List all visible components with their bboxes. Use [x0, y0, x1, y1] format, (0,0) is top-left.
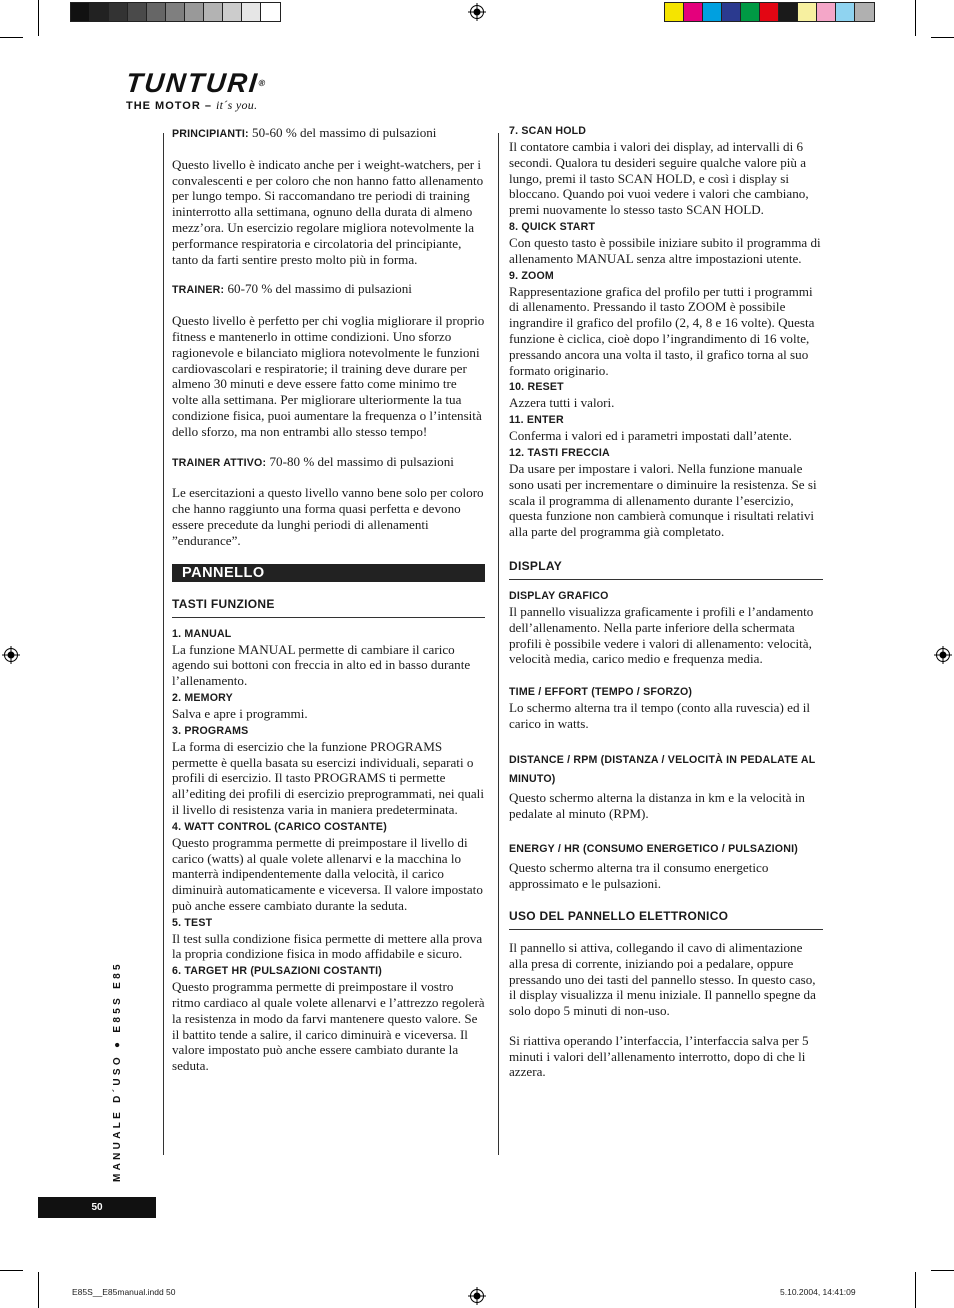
column-rule-middle	[498, 133, 499, 1155]
attivo-line	[172, 454, 485, 472]
slug-timestamp: 5.10.2004, 14:41:09	[780, 1287, 856, 1297]
color-swatch	[166, 3, 185, 21]
principianti-text: Questo livello è indicato anche per i weight-watchers, per i convalescenti e per coloro che non hanno fatto allenamento per lungo tempo. Si raccomandano tre periodi di training ininterrotto alla settimana, ognuno della durata di almeno mezz’ora. Un esercizio regolare migliora notevolmente la performance respiratoria e circolatoria del principiante, tanto da farti sentire presto molto più in forma.	[172, 156, 484, 267]
list-item	[172, 821, 485, 914]
color-swatch	[836, 3, 855, 21]
crop-mark	[931, 1270, 954, 1271]
item-text: Lo schermo alterna tra il tempo (conto alla ruvescia) ed il carico in watts.	[509, 700, 811, 731]
function-list	[172, 628, 485, 1075]
list-item	[509, 125, 823, 218]
item-label: 12. TASTI FRECCIA	[509, 446, 610, 459]
spacer	[509, 1019, 823, 1033]
color-swatch	[90, 3, 109, 21]
registration-mark-icon	[934, 646, 952, 664]
registration-mark-icon	[468, 1287, 486, 1305]
color-swatch	[185, 3, 204, 21]
uso-paragraph-1: Il pannello si attiva, collegando il cavo di alimentazione alla presa di corrente, iniziando poi a pedalare, oppure pressando uno dei tasti del pannello stesso. In questo caso, il display visualizza il menu iniziale. Il pannello spegne da solo dopo 5 minuti di non-uso.	[509, 939, 816, 1019]
list-item	[172, 917, 485, 963]
list-item	[172, 692, 485, 722]
trainer-label: TRAINER:	[172, 284, 225, 297]
spacer	[172, 143, 485, 157]
spacer	[172, 549, 485, 564]
color-swatch	[779, 3, 798, 21]
spacer	[509, 892, 823, 908]
item-text: Questo programma permette di preimpostare il livello di carico (watts) al quale volete allenarvi e la macchina lo manterrà indipendentemente dalla velocità, il carico diminuirà automaticamente e viceversa. Il valore impostato può anche essere cambiato durante la seduta.	[172, 834, 483, 913]
page-number: 50	[38, 1197, 156, 1218]
right-column	[509, 125, 823, 1080]
logo-tagline	[126, 98, 267, 113]
item-text: Il pannello visualizza graficamente i profili e l’andamento dell’allenamento. Nella parte inferiore della schermata profili è possibile vedere i valori di allenamento: velocità, velocità media, carico medio e frequenza media.	[509, 603, 814, 667]
color-swatch	[684, 3, 703, 21]
list-item	[172, 965, 485, 1074]
spacer	[172, 299, 485, 313]
item-text: Salva e apre i programmi.	[172, 705, 308, 721]
principianti-label: PRINCIPIANTI:	[172, 128, 249, 140]
spacer	[172, 582, 485, 596]
attivo-label: TRAINER ATTIVO:	[172, 456, 267, 469]
item-text: La forma di esercizio che la funzione PROGRAMS permette è quella basata su esercizi individuali, separati o profili di esercizio. Il tasto PROGRAMS ti permette all’editing dei profili di esercizio preprogrammati, nei quali il livello di resistenza varia in maniera predeterminata.	[172, 738, 484, 817]
principianti-line	[172, 125, 485, 143]
list-item	[509, 221, 823, 267]
section-title-pannello: PANNELLO	[172, 564, 485, 582]
logo-brand: TUNTURI	[124, 68, 261, 98]
item-text: Il contatore cambia i valori dei display, ad intervalli di 6 secondi. Qualora tu desideri seguire qualche valore più a lungo, premi il tasto SCAN HOLD, e così i display si bloccano. Quando poi vuoi vedere i valori che cambiano, premi nuovamente lo stesso tasto SCAN HOLD.	[509, 139, 809, 218]
spacer	[172, 440, 485, 454]
item-label: 8. QUICK START	[509, 220, 596, 233]
list-item	[172, 725, 485, 818]
list-item	[509, 686, 823, 732]
spacer	[509, 732, 823, 748]
item-label: 9. ZOOM	[509, 269, 554, 282]
crop-mark	[38, 1272, 39, 1308]
item-label: DISTANCE / RPM (DISTANZA / VELOCITÀ IN PEDALATE AL MINUTO)	[509, 753, 816, 785]
display-list	[509, 590, 823, 892]
item-text: Il test sulla condizione fisica permette di mettere alla prova la propria condizione fisica in modo affidabile e sicuro.	[172, 930, 483, 962]
list-item	[509, 840, 823, 892]
left-column	[172, 125, 485, 1074]
item-label: DISPLAY GRAFICO	[509, 589, 609, 602]
spacer	[172, 471, 485, 485]
item-text: Rappresentazione grafica del profilo per tutti i programmi di allenamento. Pressando il tasto ZOOM è possibile ingrandire il grafico del profilo (2, 4, 8 e 16 volte). Questa funzione è ciclica, cioè dopo l’ingrandimento di 16 volte, pressando ancora una volta il tasto, il grafico torna al suo formato originario.	[509, 283, 815, 378]
item-text: Questo schermo alterna tra il consumo energetico approssimato e le pulsazioni.	[509, 860, 769, 892]
color-swatch	[798, 3, 817, 21]
item-label: TIME / EFFORT (TEMPO / SFORZO)	[509, 686, 693, 699]
list-item	[172, 628, 485, 689]
registration-mark-icon	[2, 646, 20, 664]
tunturi-logo	[126, 70, 267, 113]
color-swatch	[223, 3, 242, 21]
crop-mark	[931, 37, 954, 38]
item-text: Conferma i valori ed i parametri impostati dall’atente.	[509, 428, 792, 444]
item-label: 5. TEST	[172, 916, 213, 929]
function-list-continued	[509, 125, 823, 540]
list-item	[509, 270, 823, 379]
list-item	[509, 414, 823, 444]
color-swatch	[855, 3, 874, 21]
item-label: 7. SCAN HOLD	[509, 125, 587, 137]
principianti-value: 50-60 % del massimo di pulsazioni	[252, 125, 437, 140]
crop-mark	[0, 37, 23, 38]
uso-paragraph-2: Si riattiva operando l’interfaccia, l’interfaccia salva per 5 minuti i valori dell’allenamento interrotto, dopo di che li azzera.	[509, 1032, 809, 1080]
slug-filename: E85S__E85manual.indd 50	[72, 1287, 176, 1297]
item-label: 6. TARGET HR (PULSAZIONI COSTANTI)	[172, 965, 383, 978]
color-swatch	[71, 3, 90, 21]
item-label: 2. MEMORY	[172, 691, 233, 704]
item-text: Da usare per impostare i valori. Nella funzione manuale sono usati per incrementare o diminuire la resistenza. Se si scala il programma di allenamento durante l’esercizio, questa funzione non cambierà comunque i risultati relativi alla parte del programma già completato.	[509, 460, 817, 540]
color-swatch	[703, 3, 722, 21]
logo-wordmark	[125, 70, 269, 97]
color-swatch	[204, 3, 223, 21]
column-rule-left	[163, 133, 164, 1155]
crop-mark	[915, 0, 916, 36]
crop-mark	[915, 1272, 916, 1308]
tagline-left: THE MOTOR –	[126, 100, 217, 112]
list-item	[509, 381, 823, 411]
item-text: Questo programma permette di preimpostare il vostro ritmo cardiaco al quale volete allenarvi e l’attrezzo regolerà la resistenza in modo da farvi mantenere questo valore. Se il battito tende a salire, il carico diminuirà e viceversa. Il valore impostato può anche essere cambiato durante la seduta.	[172, 979, 485, 1074]
color-swatch	[242, 3, 261, 21]
item-label: 3. PROGRAMS	[172, 724, 249, 737]
spacer	[509, 540, 823, 558]
item-label: 11. ENTER	[509, 414, 564, 427]
spacer	[509, 667, 823, 683]
trainer-line	[172, 281, 485, 299]
item-text: Con questo tasto è possibile iniziare subito il programma di allenamento MANUAL senza altre impostazioni utente.	[509, 234, 821, 266]
spacer	[509, 821, 823, 837]
color-swatch	[128, 3, 147, 21]
color-bar	[664, 2, 875, 22]
color-swatch	[817, 3, 836, 21]
tagline-right: it´s you.	[216, 98, 258, 112]
trainer-value: 60-70 % del massimo di pulsazioni	[227, 281, 412, 297]
color-swatch	[722, 3, 741, 21]
list-item	[509, 447, 823, 540]
spacer	[172, 267, 485, 281]
item-text: Azzera tutti i valori.	[509, 395, 615, 411]
item-label: 4. WATT CONTROL (CARICO COSTANTE)	[172, 820, 387, 833]
section-title-uso: USO DEL PANNELLO ELETTRONICO	[509, 908, 823, 930]
item-text: La funzione MANUAL permette di cambiare il carico agendo sui bottoni con freccia in alto ed in basso durante l’allenamento.	[172, 641, 471, 689]
item-label: 10. RESET	[509, 381, 564, 394]
attivo-text: Le esercitazioni a questo livello vanno bene solo per coloro che hanno raggiunto una forma quasi perfetta e devono essere precedute da lunghi periodi di allenamenti ”endurance”.	[172, 485, 484, 548]
attivo-value: 70-80 % del massimo di pulsazioni	[269, 453, 454, 469]
list-item	[509, 590, 823, 667]
grayscale-bar	[70, 2, 281, 22]
crop-mark	[0, 1270, 23, 1271]
color-swatch	[109, 3, 128, 21]
list-item	[509, 751, 823, 822]
item-text: Questo schermo alterna la distanza in km e la velocità in pedalate al minuto (RPM).	[509, 789, 805, 821]
section-title-display: DISPLAY	[509, 558, 823, 580]
trainer-text: Questo livello è perfetto per chi voglia migliorare il proprio fitness e mantenerlo in ottime condizioni. Uno sforzo ragionevole e bilanciato migliora notevolmente le funzioni cardiovascolari e respiratorie; il training deve durare per almeno 30 minuti e deve essere fatto come minimo tre volte alla settimana. Per migliorare ulteriormente la tua condizione fisica, puoi aumentare la frequenza o l’intensità dello sforzo, ma non entrambi allo stesso tempo!	[172, 313, 485, 439]
color-swatch	[741, 3, 760, 21]
item-label: 1. MANUAL	[172, 627, 232, 640]
side-running-title: MANUALE D´USO ● E85S E85	[112, 961, 123, 1182]
logo-registered: ®	[258, 78, 268, 88]
registration-mark-icon	[468, 3, 486, 21]
item-label: ENERGY / HR (CONSUMO ENERGETICO / PULSAZIONI)	[509, 843, 798, 856]
color-swatch	[261, 3, 280, 21]
crop-mark	[38, 0, 39, 36]
color-swatch	[760, 3, 779, 21]
color-swatch	[147, 3, 166, 21]
subsection-title-tasti: TASTI FUNZIONE	[172, 596, 485, 618]
color-swatch	[665, 3, 684, 21]
